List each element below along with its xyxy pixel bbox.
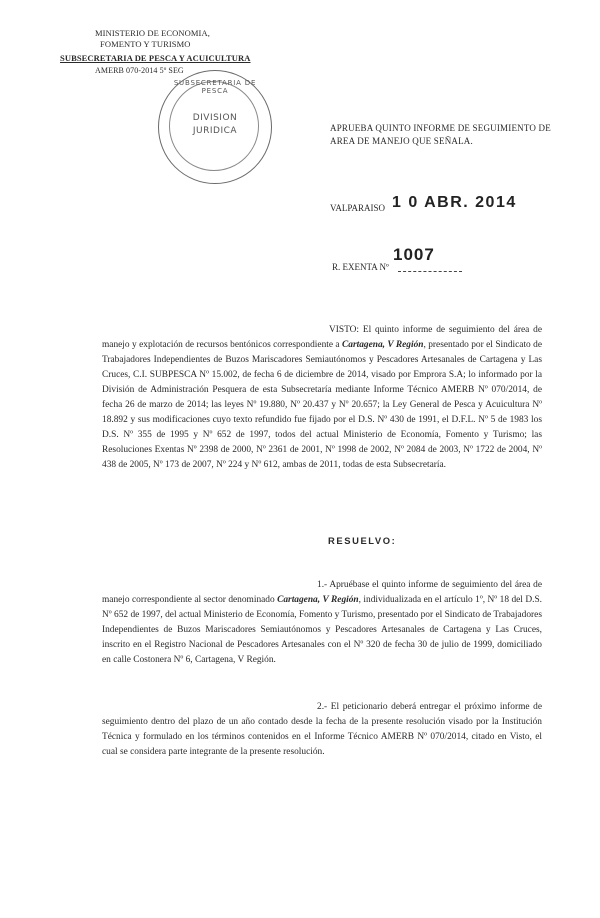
header-amerb-ref: AMERB 070-2014 5º SEG — [95, 66, 184, 75]
header-subsecretaria: SUBSECRETARIA DE PESCA Y ACUICULTURA — [60, 53, 251, 63]
item1-place: Cartagena, V Región — [277, 595, 359, 605]
visto-place: Cartagena, V Región — [342, 340, 424, 350]
division-juridica-stamp — [158, 70, 272, 184]
stamp-line-juridica: JURIDICA — [192, 126, 238, 136]
item2-text: 2.- El peticionario deberá entregar el próximo informe de seguimiento dentro del plazo de un año contado desde la fecha de la presente resolución visado por la Institución Técnica y formulado en los términos contenidos en el Informe Técnico AMERB Nº 070/2014, citado en Visto, el cual se considera parte integrante de la presente resolución. — [102, 702, 542, 757]
visto-text-1: VISTO: El quinto informe de seguimiento del área de manejo y explotación de recursos bentónicos correspondiente a — [102, 325, 542, 350]
visto-paragraph — [102, 323, 542, 473]
resolution-underline — [398, 271, 462, 272]
subject-line-1: APRUEBA QUINTO INFORME DE SEGUIMIENTO DE — [330, 123, 551, 133]
stamp-line-division: DIVISION — [192, 113, 238, 123]
document-subject — [330, 122, 551, 148]
date-stamp: 1 0 ABR. 2014 — [392, 194, 517, 211]
stamp-outer-text: SUBSECRETARIA DE PESCA — [173, 79, 257, 95]
resolution-item-2 — [102, 700, 542, 760]
resolution-item-1 — [102, 578, 542, 668]
resolution-number: 1007 — [393, 245, 435, 264]
item1-text-2: , individualizada en el artículo 1º, Nº 18 del D.S. Nº 652 de 1997, del actual Ministerio de Economía, Fomento y Turismo, presentado por el Sindicato de Trabajadores Independientes de Buzos Mariscadores Semiautónomos y Pescadores Artesanales de Cartagena y Las Cruces, inscrito en el Registro Nacional de Pescadores Artesanales con el Nº 320 de fecha 30 de julio de 1999, domiciliado en calle Costonera Nº 6, Cartagena, V Región. — [102, 595, 542, 665]
visto-text-2: , presentado por el Sindicato de Trabajadores Independientes de Buzos Mariscadores Semiautónomos y Pescadores Artesanales de Cartagena y Las Cruces, C.I. SUBPESCA Nº 15.002, de fecha 6 de diciembre de 2014, visado por Emprora S.A; lo informado por la División de Administración Pesquera de esta Subsecretaría mediante Informe Técnico AMERB Nº 070/2014, de fecha 26 de marzo de 2014; las leyes Nº 19.880, Nº 20.437 y Nº 20.657; la Ley General de Pesca y Acuicultura Nº 18.892 y sus modificaciones cuyo texto refundido fue fijado por el D.S. Nº 430 de 1991, el D.F.L. Nº 5 de 1983 los D.S. Nº 355 de 1995 y Nº 652 de 1997, todos del actual Ministerio de Economía, Fomento y Turismo; las Resoluciones Exentas Nº 2398 de 2000, Nº 2361 de 2001, Nº 1998 de 2002, Nº 2084 de 2003, Nº 1722 de 2004, Nº 438 de 2005, Nº 173 de 2007, Nº 224 y Nº 612, ambas de 2011, todas de esta Subsecretaría. — [102, 340, 542, 470]
item1-text-1: 1.- Apruébase el quinto informe de seguimiento del área de manejo correspondiente al sector denominado — [102, 580, 542, 605]
header-ministry: MINISTERIO DE ECONOMIA, — [95, 28, 210, 38]
resuelvo-heading: RESUELVO: — [328, 535, 397, 546]
subject-line-2: AREA DE MANEJO QUE SEÑALA. — [330, 136, 473, 146]
place-label: VALPARAISO — [330, 203, 386, 213]
header-ministry-sub: FOMENTO Y TURISMO — [100, 39, 191, 49]
resolution-label: R. EXENTA Nº — [332, 262, 389, 272]
